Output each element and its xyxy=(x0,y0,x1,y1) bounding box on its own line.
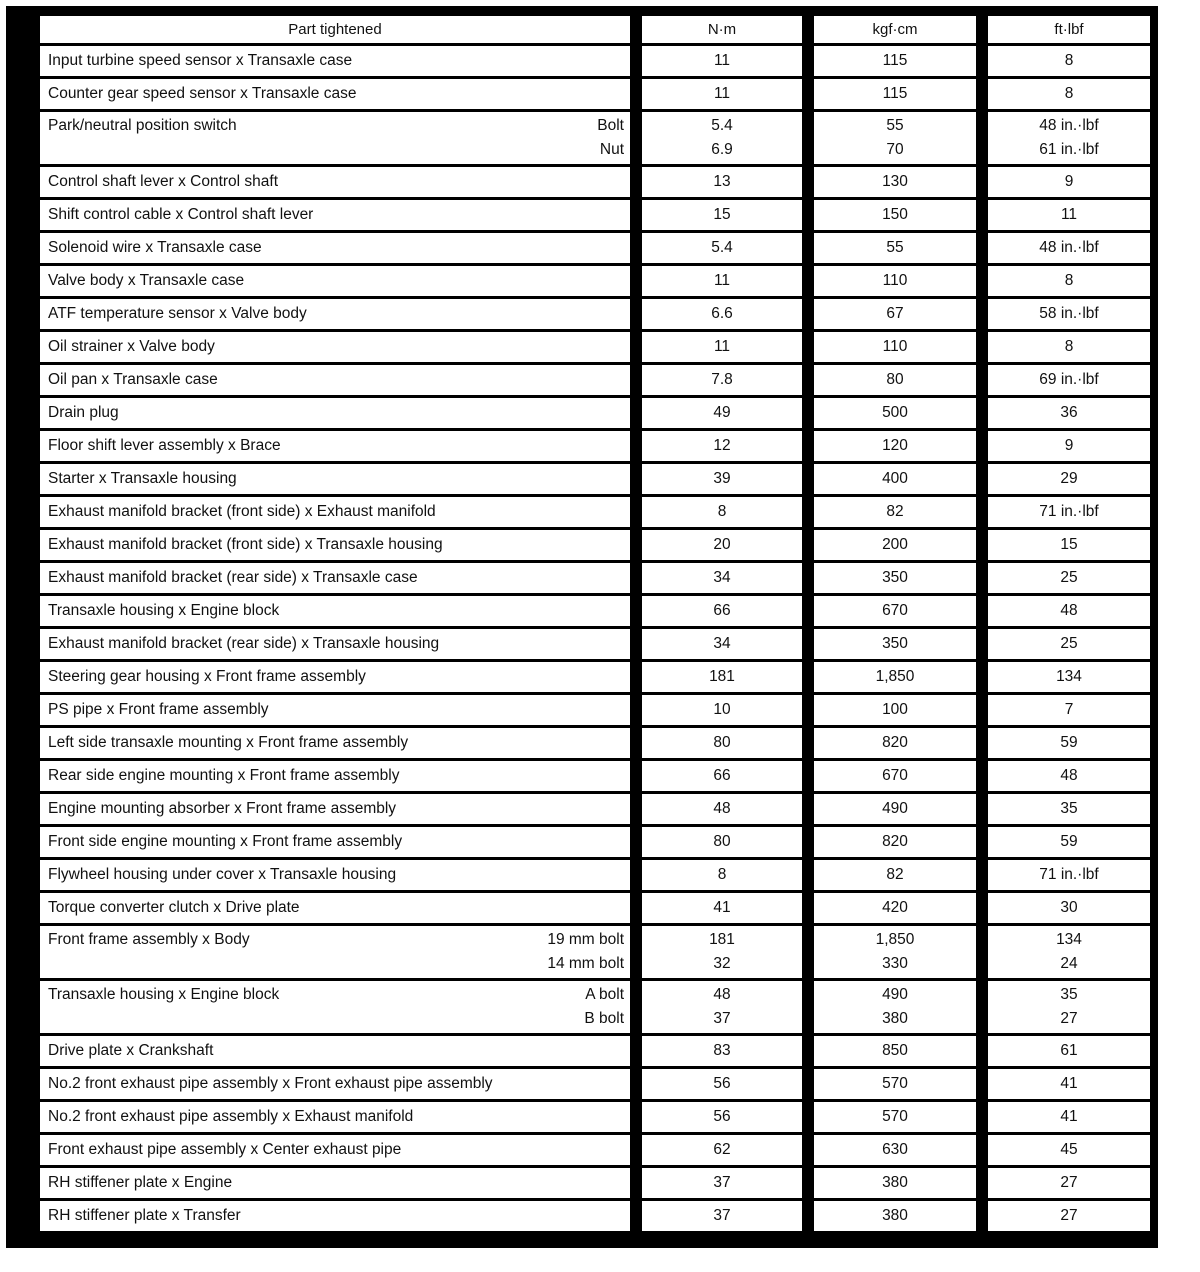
part-name: RH stiffener plate x Engine xyxy=(40,1168,630,1198)
part-name: Exhaust manifold bracket (rear side) x Transaxle housing xyxy=(40,629,630,659)
value-ftlbf: 24 xyxy=(1060,955,1078,972)
value-nm: 181 xyxy=(642,662,802,692)
part-name: Drive plate x Crankshaft xyxy=(40,1036,630,1066)
part-name: Torque converter clutch x Drive plate xyxy=(40,893,630,923)
value-ftlbf: 15 xyxy=(988,530,1150,560)
value-kgfcm: 130 xyxy=(814,167,976,197)
value-ftlbf: 48 in.·lbf xyxy=(1039,116,1099,134)
value-nm: 48 xyxy=(713,985,731,1003)
part-name: Solenoid wire x Transaxle case xyxy=(40,233,630,263)
part-cell xyxy=(40,981,630,1033)
value-nm: 13 xyxy=(642,167,802,197)
value-ftlbf: 36 xyxy=(988,398,1150,428)
value-ftlbf: 27 xyxy=(1060,1010,1078,1027)
value-nm: 37 xyxy=(642,1168,802,1198)
value-kgfcm: 630 xyxy=(814,1135,976,1165)
value-ftlbf: 8 xyxy=(988,46,1150,76)
value-ftlbf: 61 xyxy=(988,1036,1150,1066)
value-nm: 5.4 xyxy=(711,116,733,134)
part-name: Counter gear speed sensor x Transaxle case xyxy=(40,79,630,109)
value-kgfcm: 110 xyxy=(814,332,976,362)
part-name: Floor shift lever assembly x Brace xyxy=(40,431,630,461)
value-kgfcm: 330 xyxy=(882,955,908,972)
value-kgfcm: 350 xyxy=(814,629,976,659)
value-kgfcm: 100 xyxy=(814,695,976,725)
part-name: Exhaust manifold bracket (front side) x Transaxle housing xyxy=(40,530,630,560)
part-name: Starter x Transaxle housing xyxy=(40,464,630,494)
value-nm: 20 xyxy=(642,530,802,560)
value-ftlbf: 134 xyxy=(988,662,1150,692)
value-nm: 37 xyxy=(642,1201,802,1231)
value-nm: 11 xyxy=(642,46,802,76)
value-kgfcm: 200 xyxy=(814,530,976,560)
value-nm: 80 xyxy=(642,827,802,857)
value-kgfcm: 670 xyxy=(814,596,976,626)
value-nm: 56 xyxy=(642,1102,802,1132)
value-ftlbf: 30 xyxy=(988,893,1150,923)
value-ftlbf: 9 xyxy=(988,431,1150,461)
value-nm: 66 xyxy=(642,596,802,626)
value-kgfcm-cell xyxy=(814,981,976,1033)
value-kgfcm: 670 xyxy=(814,761,976,791)
value-kgfcm: 380 xyxy=(814,1168,976,1198)
part-name: No.2 front exhaust pipe assembly x Exhaust manifold xyxy=(40,1102,630,1132)
part-name: Exhaust manifold bracket (front side) x Exhaust manifold xyxy=(40,497,630,527)
value-ftlbf: 69 in.·lbf xyxy=(988,365,1150,395)
fastener-label: B bolt xyxy=(584,1010,624,1027)
part-name: Valve body x Transaxle case xyxy=(40,266,630,296)
value-kgfcm: 120 xyxy=(814,431,976,461)
value-kgfcm: 80 xyxy=(814,365,976,395)
value-ftlbf: 7 xyxy=(988,695,1150,725)
value-kgfcm: 420 xyxy=(814,893,976,923)
part-name: PS pipe x Front frame assembly xyxy=(40,695,630,725)
part-name: Left side transaxle mounting x Front frame assembly xyxy=(40,728,630,758)
part-name: Exhaust manifold bracket (rear side) x Transaxle case xyxy=(40,563,630,593)
value-nm: 80 xyxy=(642,728,802,758)
value-nm: 56 xyxy=(642,1069,802,1099)
value-nm: 181 xyxy=(709,930,735,948)
part-name: Front side engine mounting x Front frame assembly xyxy=(40,827,630,857)
value-nm: 41 xyxy=(642,893,802,923)
header-ftlbf: ft·lbf xyxy=(988,16,1150,43)
value-kgfcm: 67 xyxy=(814,299,976,329)
fastener-variants xyxy=(584,981,624,1033)
part-name: No.2 front exhaust pipe assembly x Front exhaust pipe assembly xyxy=(40,1069,630,1099)
value-nm: 39 xyxy=(642,464,802,494)
value-kgfcm: 150 xyxy=(814,200,976,230)
value-ftlbf: 48 xyxy=(988,596,1150,626)
value-ftlbf: 11 xyxy=(988,200,1150,230)
part-name: Front exhaust pipe assembly x Center exhaust pipe xyxy=(40,1135,630,1165)
value-nm-cell xyxy=(642,981,802,1033)
part-name: Oil strainer x Valve body xyxy=(40,332,630,362)
value-kgfcm: 55 xyxy=(814,233,976,263)
value-nm-cell xyxy=(642,112,802,164)
value-ftlbf: 71 in.·lbf xyxy=(988,497,1150,527)
value-ftlbf: 25 xyxy=(988,629,1150,659)
part-name: Steering gear housing x Front frame assembly xyxy=(40,662,630,692)
value-ftlbf: 8 xyxy=(988,266,1150,296)
value-nm: 34 xyxy=(642,563,802,593)
value-ftlbf: 35 xyxy=(1060,985,1078,1003)
value-nm: 15 xyxy=(642,200,802,230)
value-nm: 48 xyxy=(642,794,802,824)
value-nm: 32 xyxy=(713,955,731,972)
value-kgfcm: 490 xyxy=(814,794,976,824)
value-nm: 66 xyxy=(642,761,802,791)
value-ftlbf: 8 xyxy=(988,79,1150,109)
part-name: Front frame assembly x Body xyxy=(48,931,250,948)
part-name: Drain plug xyxy=(40,398,630,428)
value-nm-cell xyxy=(642,926,802,978)
value-nm: 11 xyxy=(642,266,802,296)
part-name: Flywheel housing under cover x Transaxle housing xyxy=(40,860,630,890)
value-ftlbf-cell xyxy=(988,926,1150,978)
value-nm: 10 xyxy=(642,695,802,725)
value-ftlbf: 59 xyxy=(988,728,1150,758)
part-name: RH stiffener plate x Transfer xyxy=(40,1201,630,1231)
value-ftlbf: 58 in.·lbf xyxy=(988,299,1150,329)
value-nm: 49 xyxy=(642,398,802,428)
value-ftlbf-cell xyxy=(988,112,1150,164)
part-name: Transaxle housing x Engine block xyxy=(40,596,630,626)
value-kgfcm: 570 xyxy=(814,1102,976,1132)
value-ftlbf: 48 in.·lbf xyxy=(988,233,1150,263)
value-nm: 12 xyxy=(642,431,802,461)
fastener-label: Nut xyxy=(599,141,624,158)
value-nm: 6.9 xyxy=(711,141,733,158)
part-name: Engine mounting absorber x Front frame assembly xyxy=(40,794,630,824)
part-name: ATF temperature sensor x Valve body xyxy=(40,299,630,329)
value-kgfcm: 850 xyxy=(814,1036,976,1066)
part-cell xyxy=(40,112,630,164)
value-kgfcm: 55 xyxy=(886,116,904,134)
fastener-variants xyxy=(597,112,624,164)
part-name: Transaxle housing x Engine block xyxy=(48,986,280,1003)
part-name: Rear side engine mounting x Front frame assembly xyxy=(40,761,630,791)
header-nm: N·m xyxy=(642,16,802,43)
value-ftlbf: 41 xyxy=(988,1102,1150,1132)
header-kgfcm: kgf·cm xyxy=(814,16,976,43)
value-kgfcm-cell xyxy=(814,926,976,978)
value-nm: 8 xyxy=(642,497,802,527)
value-nm: 62 xyxy=(642,1135,802,1165)
value-nm: 8 xyxy=(642,860,802,890)
part-name: Shift control cable x Control shaft lever xyxy=(40,200,630,230)
value-kgfcm-cell xyxy=(814,112,976,164)
fastener-label: 14 mm bolt xyxy=(547,955,624,972)
value-kgfcm: 70 xyxy=(886,141,904,158)
value-ftlbf: 48 xyxy=(988,761,1150,791)
value-nm: 37 xyxy=(713,1010,731,1027)
value-ftlbf: 9 xyxy=(988,167,1150,197)
value-kgfcm: 115 xyxy=(814,46,976,76)
value-nm: 11 xyxy=(642,79,802,109)
value-kgfcm: 82 xyxy=(814,497,976,527)
value-kgfcm: 115 xyxy=(814,79,976,109)
value-ftlbf: 29 xyxy=(988,464,1150,494)
value-ftlbf: 8 xyxy=(988,332,1150,362)
value-nm: 5.4 xyxy=(642,233,802,263)
value-nm: 7.8 xyxy=(642,365,802,395)
part-name: Oil pan x Transaxle case xyxy=(40,365,630,395)
value-ftlbf: 27 xyxy=(988,1201,1150,1231)
value-nm: 11 xyxy=(642,332,802,362)
fastener-variants xyxy=(547,926,624,978)
fastener-label: 19 mm bolt xyxy=(547,930,624,948)
part-name: Control shaft lever x Control shaft xyxy=(40,167,630,197)
value-ftlbf: 27 xyxy=(988,1168,1150,1198)
value-ftlbf: 61 in.·lbf xyxy=(1039,141,1099,158)
value-kgfcm: 82 xyxy=(814,860,976,890)
value-ftlbf-cell xyxy=(988,981,1150,1033)
part-name: Park/neutral position switch xyxy=(48,117,237,134)
value-kgfcm: 820 xyxy=(814,827,976,857)
value-kgfcm: 1,850 xyxy=(814,662,976,692)
value-ftlbf: 71 in.·lbf xyxy=(988,860,1150,890)
part-name: Input turbine speed sensor x Transaxle case xyxy=(40,46,630,76)
value-nm: 6.6 xyxy=(642,299,802,329)
fastener-label: Bolt xyxy=(597,116,624,134)
value-kgfcm: 820 xyxy=(814,728,976,758)
torque-spec-sheet xyxy=(6,6,1158,1248)
value-ftlbf: 45 xyxy=(988,1135,1150,1165)
value-ftlbf: 59 xyxy=(988,827,1150,857)
part-cell xyxy=(40,926,630,978)
value-ftlbf: 41 xyxy=(988,1069,1150,1099)
torque-table xyxy=(40,16,1146,1234)
value-kgfcm: 570 xyxy=(814,1069,976,1099)
value-ftlbf: 25 xyxy=(988,563,1150,593)
value-kgfcm: 500 xyxy=(814,398,976,428)
fastener-label: A bolt xyxy=(585,985,624,1003)
value-kgfcm: 380 xyxy=(814,1201,976,1231)
value-kgfcm: 1,850 xyxy=(875,930,915,948)
value-nm: 34 xyxy=(642,629,802,659)
value-kgfcm: 380 xyxy=(882,1010,908,1027)
header-part-tightened: Part tightened xyxy=(40,16,630,43)
value-kgfcm: 350 xyxy=(814,563,976,593)
value-ftlbf: 35 xyxy=(988,794,1150,824)
value-kgfcm: 490 xyxy=(882,985,908,1003)
value-ftlbf: 134 xyxy=(1056,930,1082,948)
value-kgfcm: 110 xyxy=(814,266,976,296)
value-nm: 83 xyxy=(642,1036,802,1066)
value-kgfcm: 400 xyxy=(814,464,976,494)
